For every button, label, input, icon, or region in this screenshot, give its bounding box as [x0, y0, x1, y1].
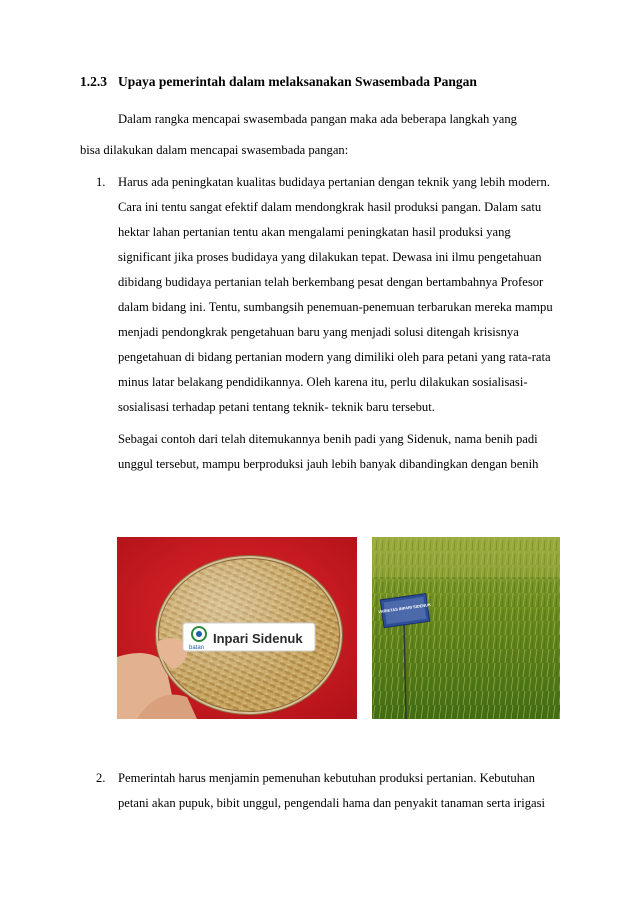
seed-photo-illustration	[117, 537, 357, 719]
list-item-2-line-2: petani akan pupuk, bibit unggul, pengendali hama dan penyakit tanaman serta irigasi	[118, 796, 546, 810]
seed-photo	[117, 537, 357, 719]
list-item-1-line-2: Cara ini tentu sangat efektif dalam mendongkrak hasil produksi pangan. Dalam satu	[118, 200, 542, 214]
field-photo-illustration	[372, 537, 560, 719]
list-item-1-line-7: menjadi pendongkrak pengetahuan baru yang menjadi solusi ditengah krisisnya	[118, 325, 519, 339]
list-number-1: 1.	[96, 175, 106, 189]
list-item-1-line-3: hektar lahan pertanian tentu akan mengalami peningkatan hasil produksi yang	[118, 225, 511, 239]
list-item-2-line-1: Pemerintah harus menjamin pemenuhan kebutuhan produksi pertanian. Kebutuhan	[118, 771, 535, 785]
field-sign-text: VARIETAS INPARI SIDENUK	[377, 601, 432, 615]
seed-label-text: Inpari Sidenuk	[213, 631, 303, 646]
list-item-1-line-4: significant jika proses budidaya yang dilakukan tepat. Dewasa ini ilmu pengetahuan	[118, 250, 542, 264]
intro-line-1: Dalam rangka mencapai swasembada pangan maka ada beberapa langkah yang	[118, 112, 517, 126]
list-item-1-line-6: dalam bidang ini. Tentu, sumbangsih penemuan-penemuan terbarukan mereka mampu	[118, 300, 553, 314]
list-item-1-extra-line-2: unggul tersebut, mampu berproduksi jauh lebih banyak dibandingkan dengan benih	[118, 457, 539, 471]
list-item-1-line-8: pengetahuan di bidang pertanian modern yang dimiliki oleh para petani yang rata-rata	[118, 350, 551, 364]
list-item-1-line-10: sosialisasi terhadap petani tentang teknik- teknik baru tersebut.	[118, 400, 435, 414]
section-title: Upaya pemerintah dalam melaksanakan Swasembada Pangan	[118, 74, 477, 89]
field-photo	[372, 537, 560, 719]
seed-brand-text: batan	[189, 645, 205, 651]
list-item-1-line-5: dibidang budidaya pertanian telah berkembang pesat dengan bertambahnya Profesor	[118, 275, 544, 289]
list-item-1-line-9: minus latar belakang pendidikannya. Oleh karena itu, perlu dilakukan sosialisasi-	[118, 375, 528, 389]
list-item-1-extra-line-1: Sebagai contoh dari telah ditemukannya benih padi yang Sidenuk, nama benih padi	[118, 432, 538, 446]
list-item-1-line-1: Harus ada peningkatan kualitas budidaya pertanian dengan teknik yang lebih modern.	[118, 175, 550, 189]
section-number: 1.2.3	[80, 74, 107, 89]
list-number-2: 2.	[96, 771, 106, 785]
intro-line-2: bisa dilakukan dalam mencapai swasembada pangan:	[80, 143, 349, 157]
section-heading	[80, 74, 477, 90]
